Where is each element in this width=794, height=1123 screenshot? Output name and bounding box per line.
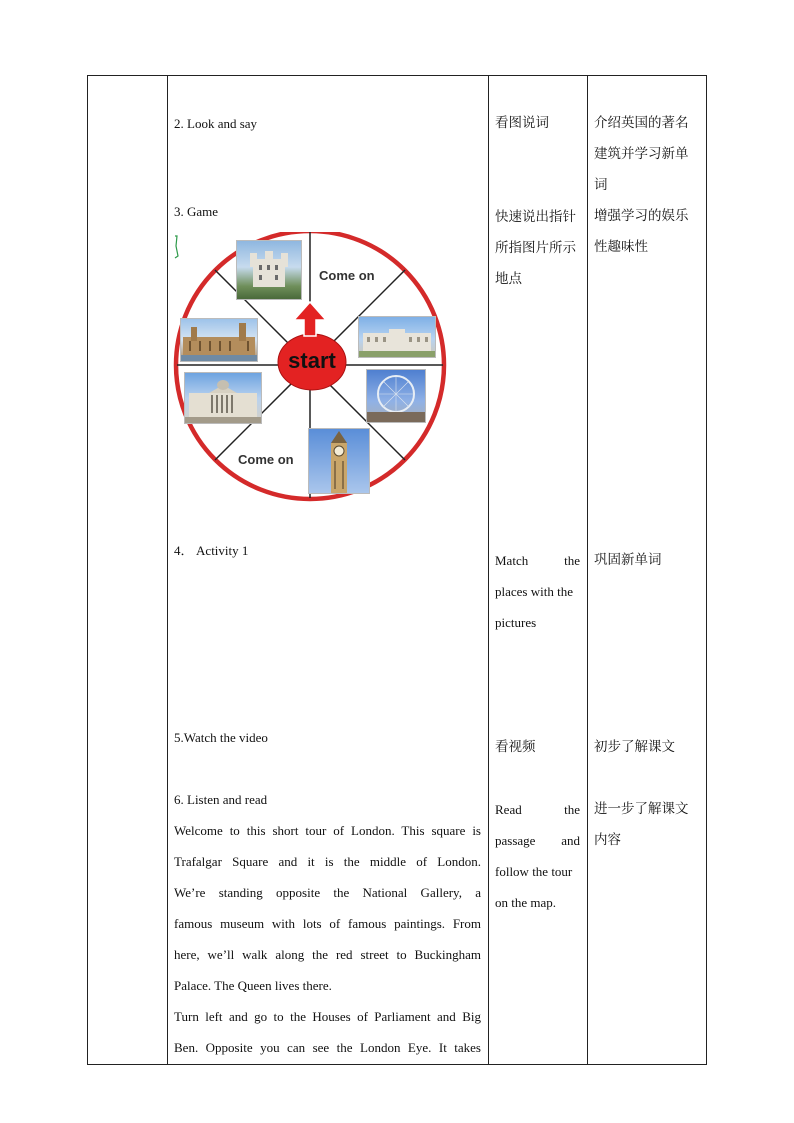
purpose-1-line3: 词: [594, 177, 608, 193]
photo-big-ben: [308, 428, 370, 494]
passage-line: Ben. Opposite you can see the London Eye. It takes: [174, 1040, 481, 1055]
activity-read-1: Read the: [495, 802, 580, 817]
purpose-1-line2: 建筑并学习新单: [594, 146, 689, 162]
photo-houses-of-parliament: [180, 318, 258, 362]
step-game: 3. Game: [174, 204, 219, 219]
table-bottom-border: [87, 1064, 707, 1065]
come-on-label-top: Come on: [319, 268, 375, 283]
purpose-5-line1: 进一步了解课文: [594, 801, 689, 817]
table-top-border: [87, 75, 707, 76]
passage-text: [174, 815, 481, 1063]
photo-national-gallery: [184, 372, 262, 424]
purpose-5-line2: 内容: [594, 832, 621, 848]
passage-line: famous museum with lots of famous paintings. From: [174, 916, 481, 931]
table-left-border: [87, 75, 88, 1065]
step-listen-read: 6. Listen and read: [174, 792, 268, 807]
activity-look-say: 看图说词: [495, 115, 549, 131]
passage-line: Turn left and go to the Houses of Parliament and Big: [174, 1009, 481, 1024]
step-look-and-say: 2. Look and say: [174, 116, 258, 131]
purpose-2-line1: 增强学习的娱乐: [594, 208, 689, 224]
step-watch-video: 5.Watch the video: [174, 730, 268, 745]
come-on-label-bottom: Come on: [238, 452, 294, 467]
table-right-border: [706, 75, 707, 1065]
activity-match-2: places with the: [495, 584, 573, 599]
activity-match-3: pictures: [495, 615, 537, 630]
game-wheel: [172, 232, 452, 508]
purpose-3: 巩固新单词: [594, 552, 662, 568]
column-divider-3: [587, 75, 588, 1065]
passage-line: here, we’ll walk along the red street to Buckingham: [174, 947, 481, 962]
photo-tower-of-london: [236, 240, 302, 300]
purpose-1-line1: 介绍英国的著名: [594, 115, 689, 131]
passage-line: Palace. The Queen lives there.: [174, 978, 332, 993]
start-label: start: [288, 348, 336, 373]
column-divider-1: [167, 75, 168, 1065]
step-activity: 4． Activity 1: [174, 543, 249, 558]
activity-game-1: 快速说出指针: [495, 209, 576, 225]
activity-read-2: passage and: [495, 833, 580, 848]
activity-game-3: 地点: [495, 271, 522, 287]
passage-line: We’re standing opposite the National Gallery, a: [174, 885, 481, 900]
activity-read-3: follow the tour: [495, 864, 573, 879]
purpose-2-line2: 性趣味性: [594, 239, 648, 255]
activity-match-1: Match the: [495, 553, 580, 568]
purpose-4: 初步了解课文: [594, 739, 675, 755]
column-divider-2: [488, 75, 489, 1065]
activity-read-4: on the map.: [495, 895, 557, 910]
passage-line: Welcome to this short tour of London. This square is: [174, 823, 481, 838]
photo-buckingham-palace: [358, 316, 436, 358]
passage-line: Trafalgar Square and it is the middle of London.: [174, 854, 481, 869]
activity-game-2: 所指图片所示: [495, 240, 576, 256]
photo-london-eye: [366, 369, 426, 423]
activity-watch: 看视频: [495, 739, 536, 755]
